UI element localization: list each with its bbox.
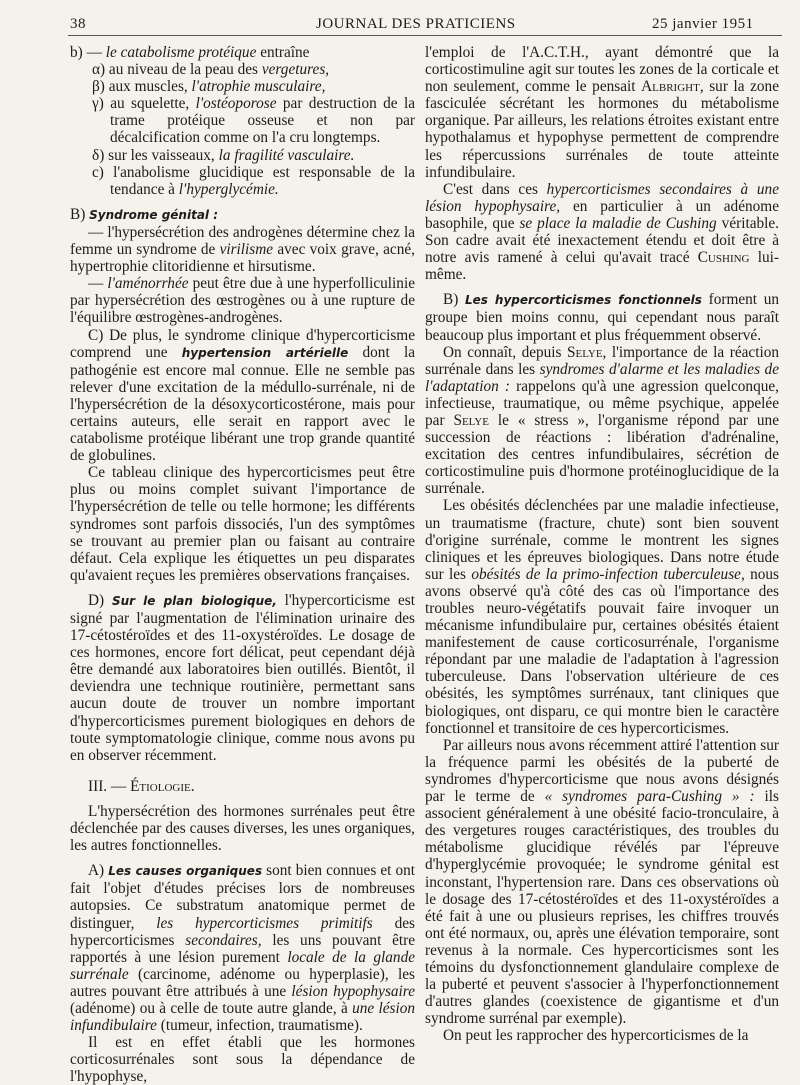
paragraph-b-fonctionnels: B) Les hypercorticismes fonctionnels forment un groupe bien moins connu, qui cependant nous paraît beaucoup plus important et plus fréquemment observé. xyxy=(425,291,779,344)
left-column xyxy=(70,44,415,1085)
item-alpha: α) au niveau de la peau des vergetures, xyxy=(92,61,330,79)
section-iii-heading: III. — Étiologie. xyxy=(88,777,195,795)
section-b-heading: B) Syndrome génital : xyxy=(70,205,219,223)
running-header xyxy=(0,12,800,42)
paragraph-hypophyse: Il est en effet établi que les hormones corticosurrénales sont sous la dépendance de l'hypophyse, xyxy=(70,1034,415,1085)
paragraph-acth: l'emploi de l'A.C.T.H., ayant démontré que la corticostimuline agit sur toutes les zones de la corticale et non seulement, comme le pensait Albright, sur la zone fasciculée sécrétant les hormones du métabolisme organique. Par ailleurs, les relations étroites existant entre hypothalamus et hypophyse permettent de comprendre les répercussions surrénales de toute atteinte infundibulaire. xyxy=(425,44,779,181)
paragraph-selye: On connaît, depuis Selye, l'importance de la réaction surrénale dans les syndromes d'alarme et les maladies de l'adaptation : rappelons qu'à une agression quelconque, infectieuse, traumatique, ou même psychique, appelée par Selye le « stress », l'organisme répond par une succession de réactions : libération d'adrénaline, excitation des centres infundibulaires, sécrétion de corticostimuline puis d'hormone protéinoglucidique de la surrénale. xyxy=(425,343,779,498)
right-column xyxy=(425,44,779,1044)
paragraph-amenorrhee: — l'aménorrhée peut être due à une hyperfolliculinie par hypersécrétion des œstrogènes ou à une rupture de l'équilibre œstrogènes-androgènes. xyxy=(70,275,415,327)
page-number: 38 xyxy=(70,16,86,32)
paragraph-cushing: C'est dans ces hypercorticismes secondaires à une lésion hypophysaire, en particulier à un adénome basophile, que se place la maladie de Cushing véritable. Son cadre avait été inexactement étendu et doit être à notre avis ramené à celui qu'avait tracé Cushing lui-même. xyxy=(425,180,780,284)
paragraph-obesites: Les obésités déclenchées par une maladie infectieuse, un traumatisme (fracture, chute) sont bien souvent d'origine surrénale, comme le montrent les signes cliniques et les épreuves biologiques. Dans notre étude sur les obésités de la primo-infection tuberculeuse, nous avons observé qu'à côté des cas où l'importance des troubles neuro-végétatifs pouvait faire invoquer un mécanisme infundibulaire pur, certaines obésités étaient manifestement de cause corticosurrénale, l'organisme répondant par une maladie de l'adaptation à l'agression tuberculeuse. Dans l'observation ultérieure de ces obésités, les symptômes surrénaux, tant cliniques que biologiques, ont disparu, ce qui montre bien le caractère fonctionnel et transitoire de ces hypercorticismes. xyxy=(425,497,779,737)
paragraph-tableau: Ce tableau clinique des hypercorticismes peut être plus ou moins complet suivant l'importance de l'hypersécrétion de telle ou telle hormone; les différents syndromes sont parfois dissociés, l'un des symptômes se trouvant au premier plan ou faisant au contraire défaut. Cela explique les étiquettes un peu disparates qu'avaient reçues les premières observations françaises. xyxy=(70,464,415,584)
item-beta: β) aux muscles, l'atrophie musculaire, xyxy=(92,78,326,96)
paragraph-etiologie: L'hypersécrétion des hormones surrénales peut être déclenchée par des causes diverses, les unes organiques, les autres fonctionnelles. xyxy=(70,802,415,855)
item-gamma: γ) au squelette, l'ostéoporose par destruction de la trame protéique osseuse et non par décalcification comme on l'a cru longtemps. xyxy=(92,95,415,147)
paragraph-b-intro: b) — le catabolisme protéique entraîne xyxy=(70,44,310,61)
journal-title: JOURNAL DES PRATICIENS xyxy=(316,16,516,32)
paragraph-rapprocher: On peut les rapprocher des hypercorticismes de la xyxy=(443,1027,749,1045)
item-c: c) l'anabolisme glucidique est responsable de la tendance à l'hyperglycémie. xyxy=(92,163,415,198)
paragraph-para-cushing: Par ailleurs nous avons récemment attiré l'attention sur la fréquence parmi les obésités de la puberté de syndromes d'hypercorticisme que nous avons désignés par le terme de « syndromes para-Cushing » : ils associent généralement à une obésité facio-tronculaire, à des vergetures rouges caractéristiques, des troubles du métabolisme glucidique révélés par l'épreuve d'hyperglycémie provoquée; le syndrome génital est inconstant, l'hypertension rare. Dans ces observations où le dosage des 17-cétostéroïdes et des 11-oxystéroïdes a été fait à une ou plusieurs reprises, les chiffres trouvés ont été normaux, ou, après une élévation temporaire, sont revenus à la normale. Ces hypercorticismes sont les témoins du dysfonctionnement glandulaire complexe de la puberté et peuvent s'associer à l'hyperfonctionnement d'autres glandes (coexistence de gigantisme et d'un syndrome surrénal par exemple). xyxy=(425,736,780,1028)
paragraph-a-causes-organiques: A) Les causes organiques sont bien connues et ont fait l'objet d'études précises lors de nombreuses autopsies. Ce substratum anatomique permet de distinguer, les hypercorticismes primitifs des hypercorticismes secondaires, les uns pouvant être rapportés à une lésion purement locale de la glande surrénale (carcinome, adénome ou hyperplasie), les autres pouvant être attribués à une lésion hypophysaire (adénome) ou à celle de toute autre glande, à une lésion infundibulaire (tumeur, infection, traumatisme). xyxy=(70,862,416,1035)
issue-date: 25 janvier 1951 xyxy=(652,16,754,32)
paragraph-d-biologique: D) Sur le plan biologique, l'hypercorticisme est signé par l'augmentation de l'élimination urinaire des 17-cétostéroïdes et des 11-oxystéroïdes. Le dosage de ces hormones, encore fort délicat, peut cependant déjà être demandé aux laboratoires bien outillés. Bientôt, il deviendra une technique routinière, permettant sans aucun doute de trouver un nombre important d'hypercorticismes purement biologiques en dehors de toute symptomatologie clinique, comme nous avons pu en observer récemment. xyxy=(70,591,415,764)
item-delta: δ) sur les vaisseaux, la fragilité vasculaire. xyxy=(92,146,355,164)
paragraph-c-hypertension: C) De plus, le syndrome clinique d'hypercorticisme comprend une hypertension artérielle dont la pathogénie est encore mal connue. Elle ne semble pas relever d'une excitation de la médullo-surrénale, ni de l'hypersécrétion de la désoxycorticostérone, mais pour certains auteurs, elle serait en rapport avec le catabolisme protéique libérant une trop grande quantité de globulines. xyxy=(70,326,415,465)
paragraph-virilisme: — l'hypersécrétion des androgènes détermine chez la femme un syndrome de virilisme avec voix grave, acné, hypertrophie clitoridienne et hirsutisme. xyxy=(70,223,415,276)
header-rule xyxy=(68,35,782,36)
